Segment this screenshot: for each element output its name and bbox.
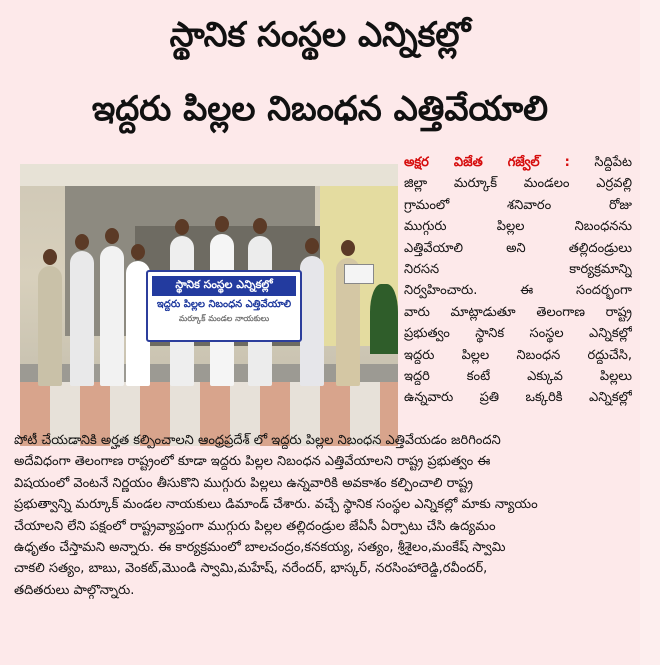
article-body bbox=[14, 430, 634, 601]
column-line: ఎత్తివేయాలి అని తల్లిదండ్రులు bbox=[404, 240, 632, 256]
person bbox=[300, 256, 324, 386]
column-line: జిల్లా మర్కూక్ మండలం ఎర్రవల్లి bbox=[404, 176, 632, 192]
building-cornice bbox=[20, 164, 398, 186]
person-head bbox=[215, 216, 229, 232]
column-line: ప్రభుత్వం స్థానిక సంస్థల ఎన్నికల్లో bbox=[404, 326, 632, 342]
person-head bbox=[131, 244, 145, 260]
banner-line-3: మర్కూక్ మండల నాయకులు bbox=[178, 314, 270, 323]
banner-line-1: స్థానిక సంస్థల ఎన్నికల్లో bbox=[152, 276, 296, 296]
column-line: నిర్వహించారు. ఈ సందర్భంగా bbox=[404, 283, 632, 299]
column-line: ఇద్దరి కంటే ఎక్కువ పిల్లలు bbox=[404, 368, 632, 384]
body-line: పోటీ చేయడానికి అర్హత కల్పించాలని ఆంధ్రప్రదేశ్ లో ఇద్దరు పిల్లల నిబంధన ఎత్తివేయడం జరిగిందని bbox=[14, 433, 501, 448]
news-photo bbox=[20, 164, 398, 446]
body-line: చాకలి సత్యం, బాబు, వెంకట్,మొండి స్వామి,మహేష్, నరేందర్, భాస్కర్, నరసింహారెడ్డి,రవీందర్, bbox=[14, 561, 488, 577]
placard bbox=[344, 264, 374, 284]
column-line: గ్రామంలో శనివారం రోజు bbox=[404, 197, 632, 213]
article-column bbox=[404, 152, 632, 409]
body-line: ప్రభుత్వాన్ని మర్కూక్ మండల నాయకులు డిమాండ్ చేశారు. వచ్చే స్థానిక సంస్థల ఎన్నికల్లో మాకు న్యాయం bbox=[14, 497, 538, 513]
person-head bbox=[253, 218, 267, 234]
body-line: విషయంలో వెంటనే నిర్ణయం తీసుకొని ముగ్గురు పిల్లలు ఉన్నవారికి అవకాశం కల్పించాలి రాష్ట్ర bbox=[14, 475, 473, 491]
protest-banner bbox=[146, 270, 302, 342]
column-line: ఇద్దరు పిల్లల నిబంధన రద్దుచేసి, bbox=[404, 347, 632, 363]
body-line: ఉధృతం చేస్తామని అన్నారు. ఈ కార్యక్రమంలో బాలచంద్రం,కనకయ్య, సత్యం, శ్రీశైలం,మంకేష్ స్వామి bbox=[14, 539, 506, 555]
person bbox=[38, 266, 62, 386]
person-head bbox=[305, 238, 319, 254]
plant bbox=[370, 284, 398, 354]
banner-line-2: ఇద్దరు పిల్లల నిబంధన ఎత్తివేయాలి bbox=[156, 299, 292, 310]
person-head bbox=[43, 249, 57, 265]
headline-line-1: స్థానిక సంస్థల ఎన్నికల్లో bbox=[169, 15, 471, 55]
person-head bbox=[105, 228, 119, 244]
column-line-1 bbox=[404, 152, 632, 173]
person-head bbox=[75, 234, 89, 250]
column-line: ఉన్నవారు ప్రతి ఒక్కరికి ఎన్నికల్లో bbox=[404, 390, 632, 406]
body-line: తదితరులు పాల్గొన్నారు. bbox=[14, 582, 135, 598]
headline-line-2: ఇద్దరు పిల్లల నిబంధన ఎత్తివేయాలి bbox=[91, 89, 549, 129]
column-line: వారు మాట్లాడుతూ తెలంగాణ రాష్ట్ర bbox=[404, 304, 632, 320]
body-line: అదేవిధంగా తెలంగాణ రాష్ట్రంలో కూడా ఇద్దరు పిల్లల నిబంధన ఎత్తివేయాలని రాష్ట్ర ప్రభుత్వం ఈ bbox=[14, 454, 491, 470]
person bbox=[100, 246, 124, 386]
body-line: చేయాలని లేని పక్షంలో రాష్ట్రవ్యాప్తంగా ముగ్గురు పిల్లల తల్లిదండ్రుల జేఏసీ ఏర్పాటు చేసి ఉద్యమం bbox=[14, 518, 496, 534]
person-head bbox=[341, 240, 355, 256]
person bbox=[70, 251, 94, 386]
byline: అక్షర విజేత గజ్వేల్ : bbox=[404, 155, 570, 170]
person-head bbox=[175, 219, 189, 235]
column-text-1: సిద్దిపేట bbox=[594, 155, 632, 170]
column-line: ముగ్గురు పిల్లల నిబంధనను bbox=[404, 219, 632, 235]
column-line: నిరసన కార్యక్రమాన్ని bbox=[404, 261, 632, 277]
